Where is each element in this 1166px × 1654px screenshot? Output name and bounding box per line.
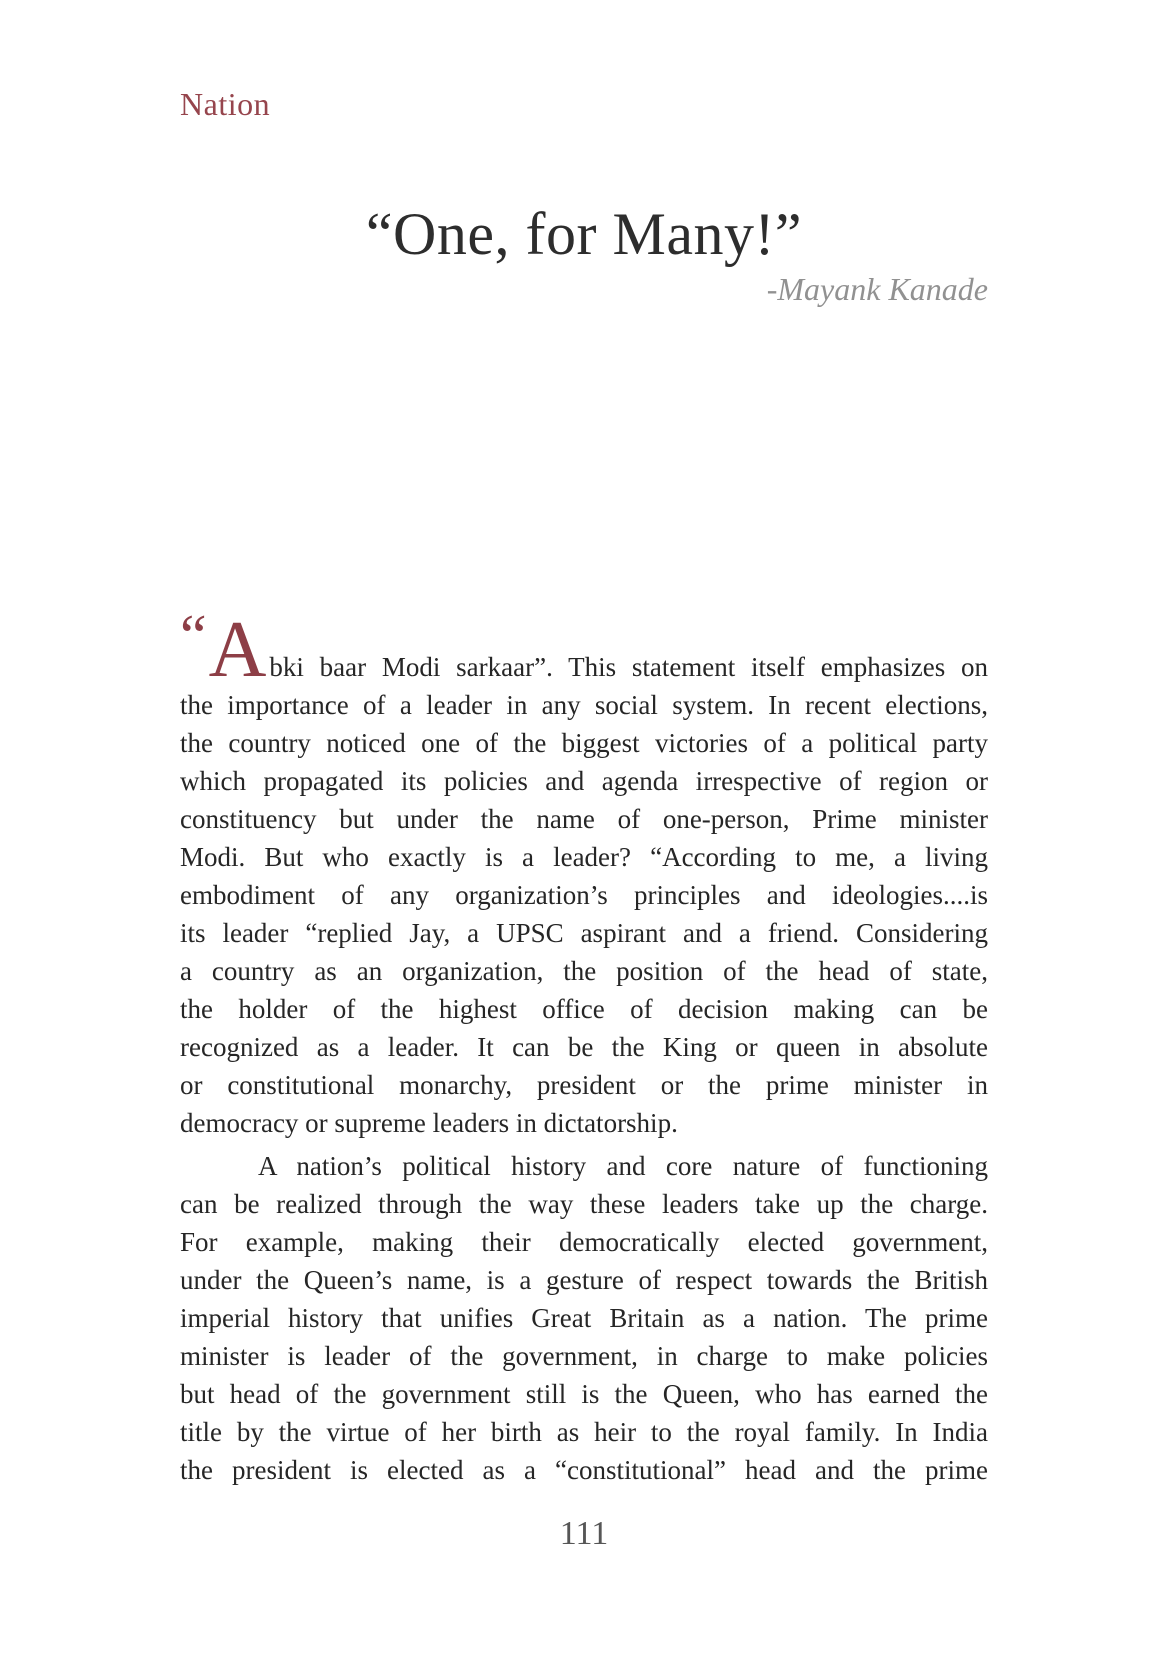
text-line: which propagated its policies and agenda irrespective of region or (180, 766, 988, 796)
first-line-text: bki baar Modi sarkaar”. This statement itself emphasizes on (269, 652, 988, 682)
article-author: -Mayank Kanade (766, 271, 988, 307)
drop-cap-letter: A (208, 606, 267, 694)
text-line: its leader “replied Jay, a UPSC aspirant and a friend. Considering (180, 918, 988, 948)
text-line: democracy or supreme leaders in dictatorship. (180, 1108, 678, 1138)
text-line: under the Queen’s name, is a gesture of respect towards the British (180, 1265, 988, 1295)
text-line: the country noticed one of the biggest victories of a political party (180, 728, 988, 758)
text-line: constituency but under the name of one-person, Prime minister (180, 804, 988, 834)
chapter-label: Nation (180, 86, 271, 122)
text-line: title by the virtue of her birth as heir to the royal family. In India (180, 1417, 988, 1447)
paragraph-2-lines (180, 1147, 988, 1489)
drop-cap-quote-mark: “ (180, 603, 207, 669)
paragraph-2 (180, 1147, 988, 1489)
text-line: recognized as a leader. It can be the King or queen in absolute (180, 1032, 988, 1062)
text-line: but head of the government still is the Queen, who has earned the (180, 1379, 988, 1409)
text-line: minister is leader of the government, in charge to make policies (180, 1341, 988, 1371)
text-line: the president is elected as a “constitutional” head and the prime (180, 1455, 988, 1485)
text-line: or constitutional monarchy, president or the prime minister in (180, 1070, 988, 1100)
text-line: can be realized through the way these leaders take up the charge. (180, 1189, 988, 1219)
page-number: 111 (559, 1515, 609, 1552)
text-line: A nation’s political history and core nature of functioning (258, 1151, 988, 1181)
text-line: a country as an organization, the position of the head of state, (180, 956, 988, 986)
text-line: Modi. But who exactly is a leader? “According to me, a living (180, 842, 988, 872)
text-line: embodiment of any organization’s principles and ideologies....is (180, 880, 988, 910)
article-title: “One, for Many!” (365, 201, 803, 267)
paragraph-1-lines (180, 686, 988, 1142)
text-line: the holder of the highest office of decision making can be (180, 994, 988, 1024)
text-line: the importance of a leader in any social system. In recent elections, (180, 690, 988, 720)
text-line: imperial history that unifies Great Britain as a nation. The prime (180, 1303, 988, 1333)
first-text-line (180, 603, 988, 694)
paragraph-1 (180, 603, 988, 1142)
article-body (180, 603, 988, 1489)
text-line: For example, making their democratically elected government, (180, 1227, 988, 1257)
